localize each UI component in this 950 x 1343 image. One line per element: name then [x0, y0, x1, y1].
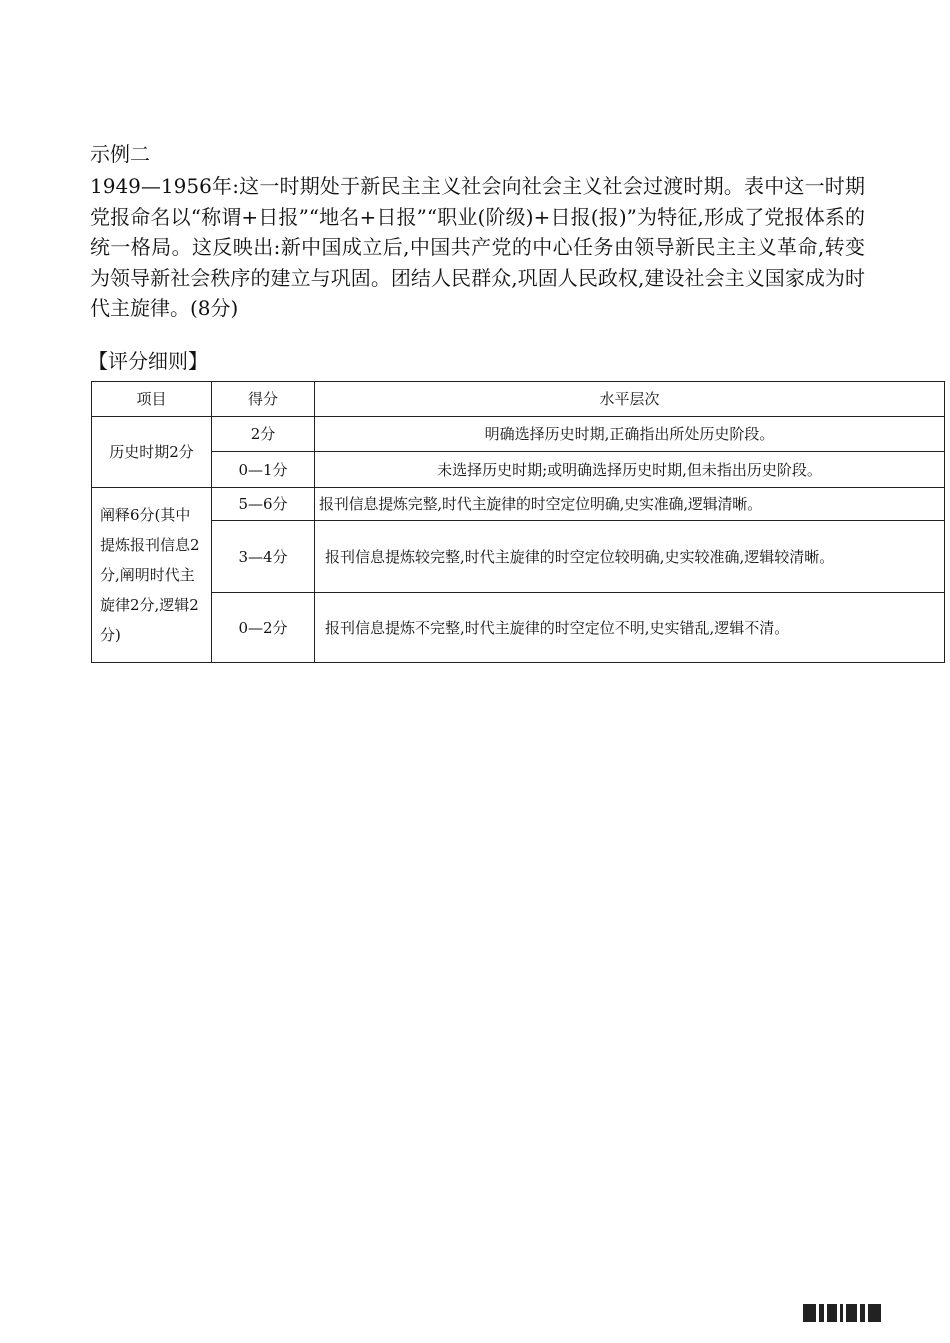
- score-cell: 5—6分: [212, 488, 315, 521]
- score-cell: 0—2分: [212, 593, 315, 663]
- table-row: [92, 521, 945, 593]
- table-header-row: [92, 382, 945, 417]
- level-cell: 报刊信息提炼完整,时代主旋律的时空定位明确,史实准确,逻辑清晰。: [315, 488, 945, 521]
- scoring-rubric-table: [91, 381, 945, 663]
- answer-paragraph: 1949—1956年:这一时期处于新民主主义社会向社会主义社会过渡时期。表中这一时期党报命名以“称谓+日报”“地名+日报”“职业(阶级)+日报(报)”为特征,形成了党报体系的统一格局。这反映出:新中国成立后,中国共产党的中心任务由领导新民主主义革命,转变为领导新社会秩序的建立与巩固。团结人民群众,巩固人民政权,建设社会主义国家成为时代主旋律。(8分): [90, 174, 865, 321]
- qr-code-icon: [803, 1302, 881, 1324]
- level-cell: 报刊信息提炼较完整,时代主旋律的时空定位较明确,史实较准确,逻辑较清晰。: [315, 521, 945, 593]
- score-cell: 0—1分: [212, 452, 315, 488]
- example-title: 示例二: [90, 142, 150, 166]
- table-row: [92, 488, 945, 521]
- level-cell: 未选择历史时期;或明确选择历史时期,但未指出历史阶段。: [315, 452, 945, 488]
- item-interpretation: 阐释6分(其中提炼报刊信息2分,阐明时代主旋律2分,逻辑2分): [92, 488, 212, 663]
- item-historical-period: 历史时期2分: [92, 417, 212, 488]
- score-cell: 3—4分: [212, 521, 315, 593]
- table-row: [92, 452, 945, 488]
- header-score: 得分: [212, 382, 315, 417]
- level-cell: 明确选择历史时期,正确指出所处历史阶段。: [315, 417, 945, 452]
- score-cell: 2分: [212, 417, 315, 452]
- header-level: 水平层次: [315, 382, 945, 417]
- header-item: 项目: [92, 382, 212, 417]
- level-cell: 报刊信息提炼不完整,时代主旋律的时空定位不明,史实错乱,逻辑不清。: [315, 593, 945, 663]
- table-row: [92, 417, 945, 452]
- table-row: [92, 593, 945, 663]
- scoring-rules-title: 【评分细则】: [88, 349, 208, 373]
